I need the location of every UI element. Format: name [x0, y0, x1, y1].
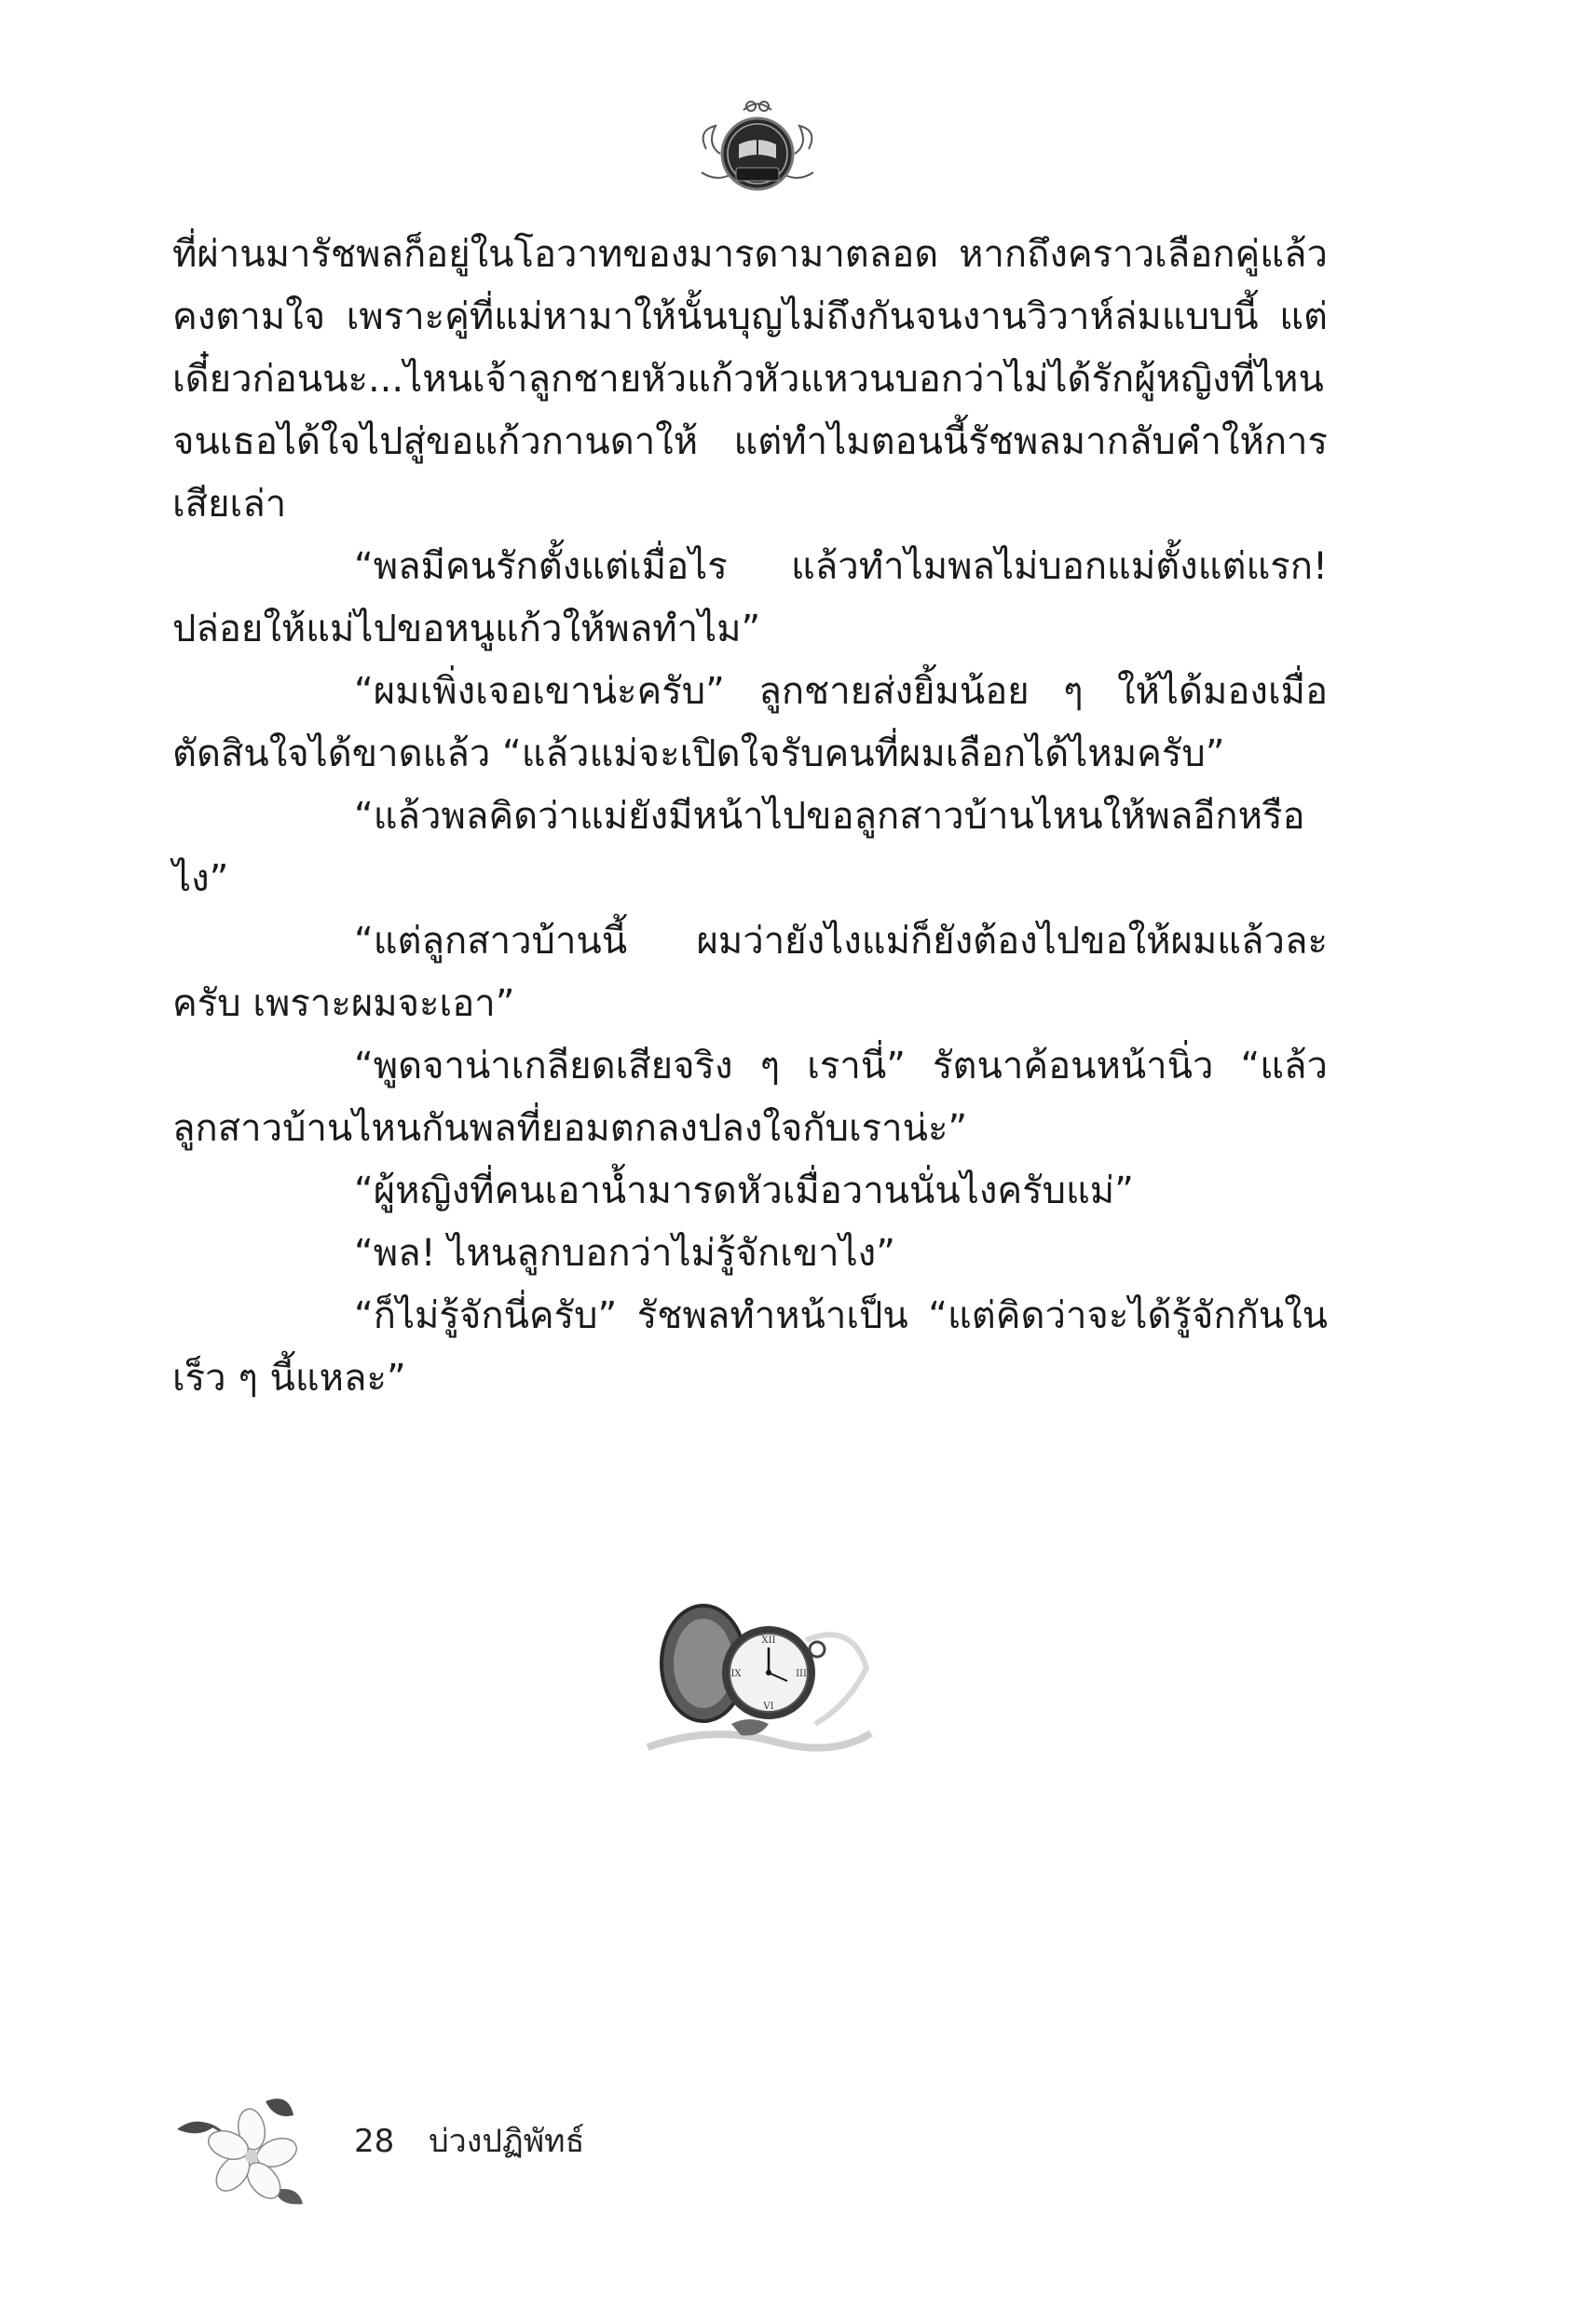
pocket-watch-icon — [638, 1584, 880, 1761]
svg-text:VI: VI — [763, 1702, 774, 1712]
paragraph-3: “ผมเพิ่งเจอเขาน่ะครับ” ลูกชายส่งยิ้มน้อย ๆ ให้ได้มองเมื่อตัดสินใจได้ขาดแล้ว “แล้วแม่จะเปิดใจรับคนที่ผมเลือกได้ไหมครับ” — [172, 670, 1328, 775]
publisher-seal-icon — [688, 93, 827, 205]
footer-flower — [172, 2087, 321, 2208]
paragraph-8: “พล! ไหนลูกบอกว่าไม่รู้จักเขาไง” — [354, 1232, 895, 1275]
paragraph-2: “พลมีคนรักตั้งแต่เมื่อไร แล้วทำไมพลไม่บอกแม่ตั้งแต่แรก! ปล่อยให้แม่ไปขอหนูแก้วให้พลทำไม” — [172, 545, 1328, 650]
page-number: 28 — [354, 2123, 395, 2160]
svg-text:III: III — [796, 1669, 807, 1679]
paragraph-4: “แล้วพลคิดว่าแม่ยังมีหน้าไปขอลูกสาวบ้านไหนให้พลอีกหรือไง” — [172, 795, 1305, 900]
page-footer — [354, 2115, 584, 2166]
paragraph-7: “ผู้หญิงที่คนเอาน้ำมารดหัวเมื่อวานนั่นไงครับแม่” — [354, 1169, 1134, 1212]
paragraph-9: “ก็ไม่รู้จักนี่ครับ” รัชพลทำหน้าเป็น “แต่คิดว่าจะได้รู้จักกันในเร็ว ๆ นี้แหละ” — [172, 1294, 1328, 1400]
paragraph-5: “แต่ลูกสาวบ้านนี้ ผมว่ายังไงแม่ก็ยังต้องไปขอให้ผมแล้วละครับ เพราะผมจะเอา” — [172, 920, 1328, 1025]
jasmine-flower-icon — [172, 2087, 321, 2208]
svg-text:XII: XII — [761, 1635, 776, 1646]
book-title: บ่วงปฏิพัทธ์ — [429, 2123, 585, 2160]
story-text — [172, 224, 1328, 1410]
paragraph-1: ที่ผ่านมารัชพลก็อยู่ในโอวาทของมารดามาตลอด หากถึงคราวเลือกคู่แล้วคงตามใจ เพราะคู่ที่แม่หามาให้นั้นบุญไม่ถึงกันจนงานวิวาห์ล่มแบบนี้ แต่เดี๋ยวก่อนนะ...ไหนเจ้าลูกชายหัวแก้วหัวแหวนบอกว่าไม่ได้รักผู้หญิงที่ไหนจนเธอได้ใจไปสู่ขอแก้วกานดาให้ แต่ทำไมตอนนี้รัชพลมากลับคำให้การเสียเล่า — [172, 233, 1328, 526]
svg-text:IX: IX — [730, 1669, 742, 1679]
paragraph-6: “พูดจาน่าเกลียดเสียจริง ๆ เรานี่” รัตนาค้อนหน้านิ่ว “แล้วลูกสาวบ้านไหนกันพลที่ยอมตกลงปลงใจกับเราน่ะ” — [172, 1045, 1328, 1150]
publisher-logo — [688, 93, 827, 205]
pocket-watch-illustration — [638, 1584, 880, 1761]
